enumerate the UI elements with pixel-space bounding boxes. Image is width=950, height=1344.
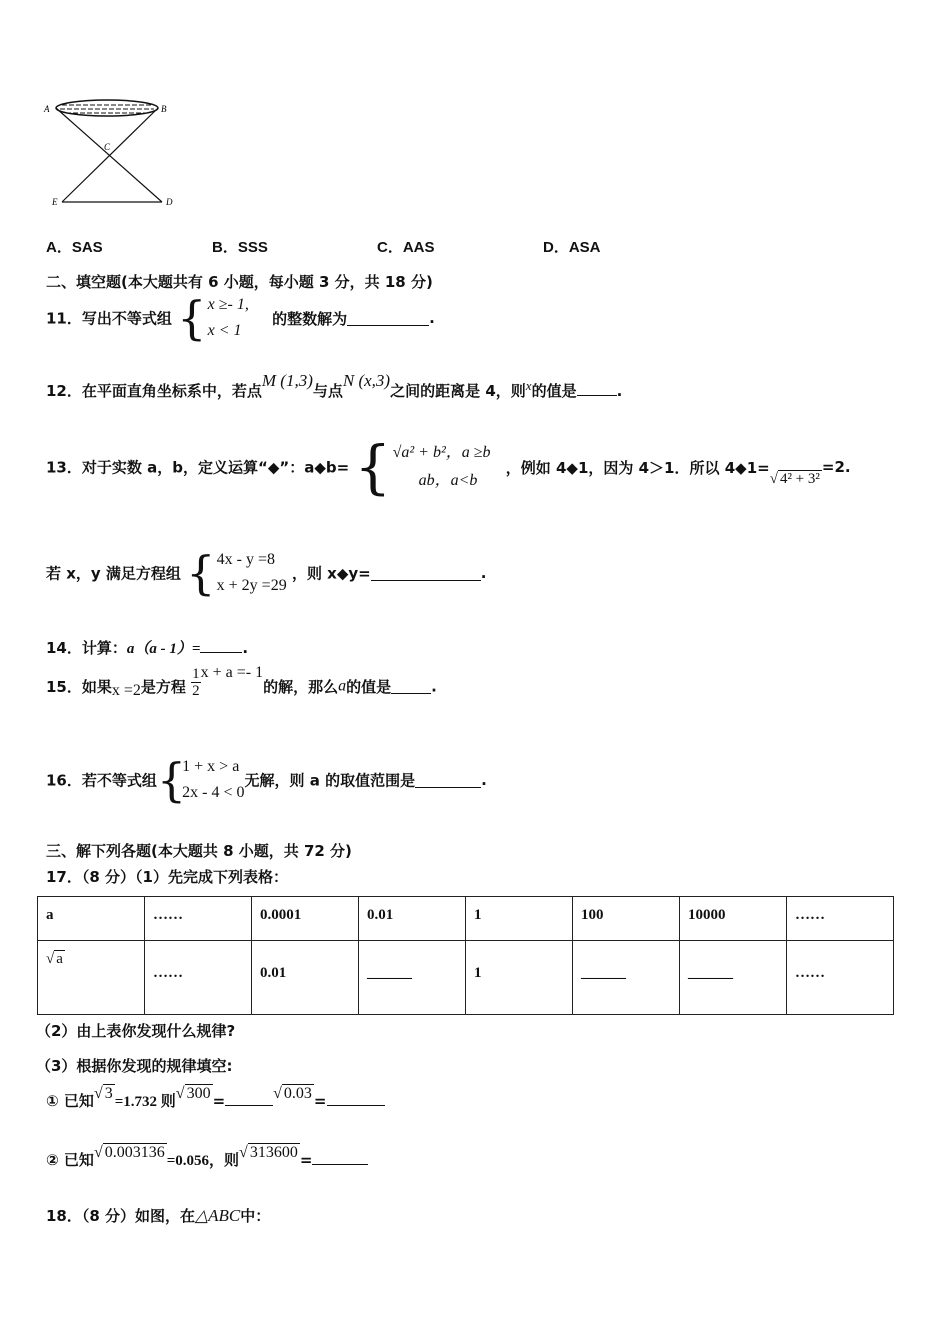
question-16: 16．若不等式组{1 + x > a 2x - 4 < 0无解，则 a 的取值范围是 . <box>46 753 487 807</box>
table-cell: …… <box>145 897 252 941</box>
label-a: A <box>44 104 50 114</box>
label-d: D <box>166 197 173 207</box>
question-17-intro: 17．（8 分）（1）先完成下列表格： <box>46 868 288 886</box>
table-row <box>38 897 894 941</box>
q11-line1: x ≥- 1, <box>207 296 249 313</box>
option-c: C．AAS <box>377 239 435 256</box>
question-17-sub2: ② 已知√ 0.003136 =0.056，则√ 313600 = <box>46 1149 368 1170</box>
question-17-sub1: ① 已知√ 3 =1.732 则√ 300 = √ 0.03 = <box>46 1090 385 1111</box>
q13-sqrt: 4² + 3² <box>779 470 820 487</box>
q16-answer-blank[interactable] <box>415 773 481 788</box>
table-cell: 10000 <box>680 897 787 941</box>
table-cell: 0.0001 <box>252 897 359 941</box>
table-cell: 100 <box>573 897 680 941</box>
table-cell: …… <box>145 941 252 1015</box>
table-cell: …… <box>787 897 894 941</box>
question-14: 14．计算：a（a - 1）= . <box>46 639 249 657</box>
question-17-part2: （2）由上表你发现什么规律? <box>36 1022 236 1040</box>
q16-line2: 2x - 4 < 0 <box>182 784 245 801</box>
option-a: A．SAS <box>46 239 103 256</box>
q11-line2: x < 1 <box>207 322 242 339</box>
table-cell: …… <box>787 941 894 1015</box>
table-cell: √ a <box>38 941 145 1015</box>
q13-sys2: x + 2y =29 <box>216 577 287 594</box>
question-18: 18．（8 分）如图，在△ABC中： <box>46 1206 271 1225</box>
table-cell: 1 <box>466 897 573 941</box>
table-row <box>38 941 894 1015</box>
sqrt-table <box>37 896 894 1015</box>
question-15: 15．如果x =2是方程 $\frac{1}{2}$ x + a =- 1的解，那么a的值是 . <box>46 663 437 699</box>
table-cell: 1 <box>466 941 573 1015</box>
geometry-figure <box>40 95 180 210</box>
table-cell[interactable]: ______ <box>680 941 787 1015</box>
q15-frac-num: 1 <box>192 666 200 682</box>
q15-frac-den: 2 <box>192 683 200 699</box>
q17-sub1-blank1[interactable] <box>225 1091 273 1106</box>
q13-answer-blank[interactable] <box>371 566 481 581</box>
label-b: B <box>161 104 167 114</box>
table-cell: a <box>38 897 145 941</box>
q17-sub1-blank2[interactable] <box>327 1091 385 1106</box>
q12-answer-blank[interactable] <box>577 381 617 396</box>
q14-answer-blank[interactable] <box>200 638 242 653</box>
q17-sub2-blank[interactable] <box>312 1150 368 1165</box>
section2-title: 二、填空题(本大题共有 6 小题，每小题 3 分，共 18 分) <box>46 273 433 291</box>
label-c: C <box>104 142 111 152</box>
question-11: 11．写出不等式组 { x ≥- 1, x < 1 的整数解为 . <box>46 291 435 345</box>
label-e: E <box>52 197 58 207</box>
question-13: 13．对于实数 a，b，定义运算“◆”：a◆b= { √a² + b²，a ≥b ab，a<b ，例如 4◆1，因为 4＞1．所以 4◆1=√ 4² + 3²=2. <box>46 433 851 501</box>
table-cell[interactable]: ______ <box>573 941 680 1015</box>
table-cell: 0.01 <box>359 897 466 941</box>
q13-case2: ab，a<b <box>418 472 478 489</box>
q16-line1: 1 + x > a <box>182 758 240 775</box>
question-12: 12．在平面直角坐标系中，若点M (1,3)与点N (x,3)之间的距离是 4，则x的值是 . <box>46 371 623 400</box>
q11-answer-blank[interactable] <box>347 311 429 326</box>
q13-case1: √a² + b²，a ≥b <box>392 444 491 461</box>
table-cell: 0.01 <box>252 941 359 1015</box>
question-13-system: 若 x，y 满足方程组 { 4x - y =8 x + 2y =29 ，则 x◆y= . <box>46 546 487 600</box>
section3-title: 三、解下列各题(本大题共 8 小题，共 72 分) <box>46 842 352 860</box>
table-cell[interactable]: ______ <box>359 941 466 1015</box>
question-17-part3: （3）根据你发现的规律填空: <box>36 1057 233 1075</box>
q15-answer-blank[interactable] <box>391 679 431 694</box>
option-d: D．ASA <box>543 239 601 256</box>
option-b: B．SSS <box>212 239 268 256</box>
q13-sys1: 4x - y =8 <box>216 551 276 568</box>
